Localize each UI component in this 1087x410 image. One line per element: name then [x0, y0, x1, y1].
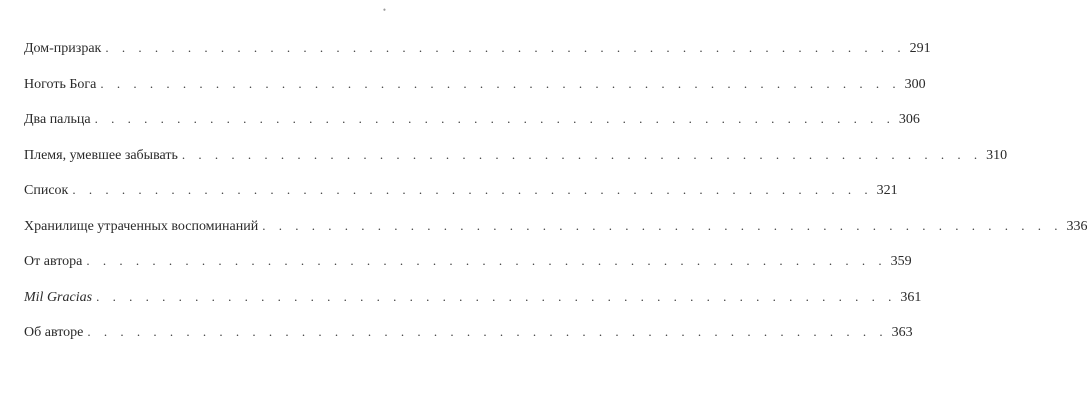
- toc-entry-page: 336: [1066, 218, 1087, 234]
- toc-entry-title: Дом-призрак: [24, 41, 102, 56]
- toc-entry: [24, 40, 931, 76]
- toc-entry-title: Ноготь Бога: [24, 76, 97, 92]
- toc-entry-page: 321: [876, 183, 898, 198]
- corner-mark: •: [382, 5, 386, 15]
- toc-entry-title: От автора: [24, 254, 83, 269]
- toc-entry: [24, 253, 912, 289]
- toc-leader-dots: . . . . . . . . . . . . . . . . . . . . . . . . . . . . . . . . . . . . . . . . . . . . . . . . .: [86, 253, 887, 268]
- toc-leader-dots: . . . . . . . . . . . . . . . . . . . . . . . . . . . . . . . . . . . . . . . . . . . . . . . . .: [100, 75, 901, 91]
- toc-leader-dots: . . . . . . . . . . . . . . . . . . . . . . . . . . . . . . . . . . . . . . . . . . . . . . . . .: [72, 182, 873, 197]
- toc-entry-page: 359: [890, 254, 912, 269]
- toc-entry-page: 361: [900, 289, 922, 305]
- toc-entry-title: Племя, умевшее забывать: [24, 147, 178, 163]
- toc-entry: [24, 324, 913, 360]
- toc-entry: [24, 75, 926, 112]
- toc-entry: [24, 217, 1087, 254]
- toc-leader-dots: . . . . . . . . . . . . . . . . . . . . . . . . . . . . . . . . . . . . . . . . . . . . . . . . .: [96, 288, 897, 304]
- toc-leader-dots: . . . . . . . . . . . . . . . . . . . . . . . . . . . . . . . . . . . . . . . . . . . . . . . . .: [87, 324, 888, 339]
- toc-entry: [24, 288, 922, 325]
- toc-entry-title: Два пальца: [24, 112, 91, 127]
- toc-entry-title: Об авторе: [24, 325, 84, 340]
- toc-leader-dots: . . . . . . . . . . . . . . . . . . . . . . . . . . . . . . . . . . . . . . . . . . . . . . . . .: [105, 40, 906, 55]
- toc-leader-dots: . . . . . . . . . . . . . . . . . . . . . . . . . . . . . . . . . . . . . . . . . . . . . . . . .: [262, 217, 1063, 233]
- toc-leader-dots: . . . . . . . . . . . . . . . . . . . . . . . . . . . . . . . . . . . . . . . . . . . . . . . . .: [181, 146, 983, 162]
- toc-entry: [24, 146, 1008, 183]
- toc-entry: [24, 111, 920, 147]
- table-of-contents: [24, 40, 1087, 360]
- toc-entry-title: Хранилище утраченных воспоминаний: [24, 218, 259, 234]
- toc-entry-title: Mil Gracias: [24, 289, 93, 305]
- toc-entry: [24, 182, 898, 218]
- toc-entry-page: 291: [909, 41, 931, 56]
- toc-entry-title: Список: [24, 183, 69, 198]
- toc-entry-page: 363: [891, 325, 913, 340]
- toc-entry-page: 306: [898, 112, 920, 127]
- toc-leader-dots: . . . . . . . . . . . . . . . . . . . . . . . . . . . . . . . . . . . . . . . . . . . . . . . . .: [94, 111, 895, 126]
- toc-entry-page: 300: [904, 76, 926, 92]
- toc-entry-page: 310: [986, 147, 1008, 163]
